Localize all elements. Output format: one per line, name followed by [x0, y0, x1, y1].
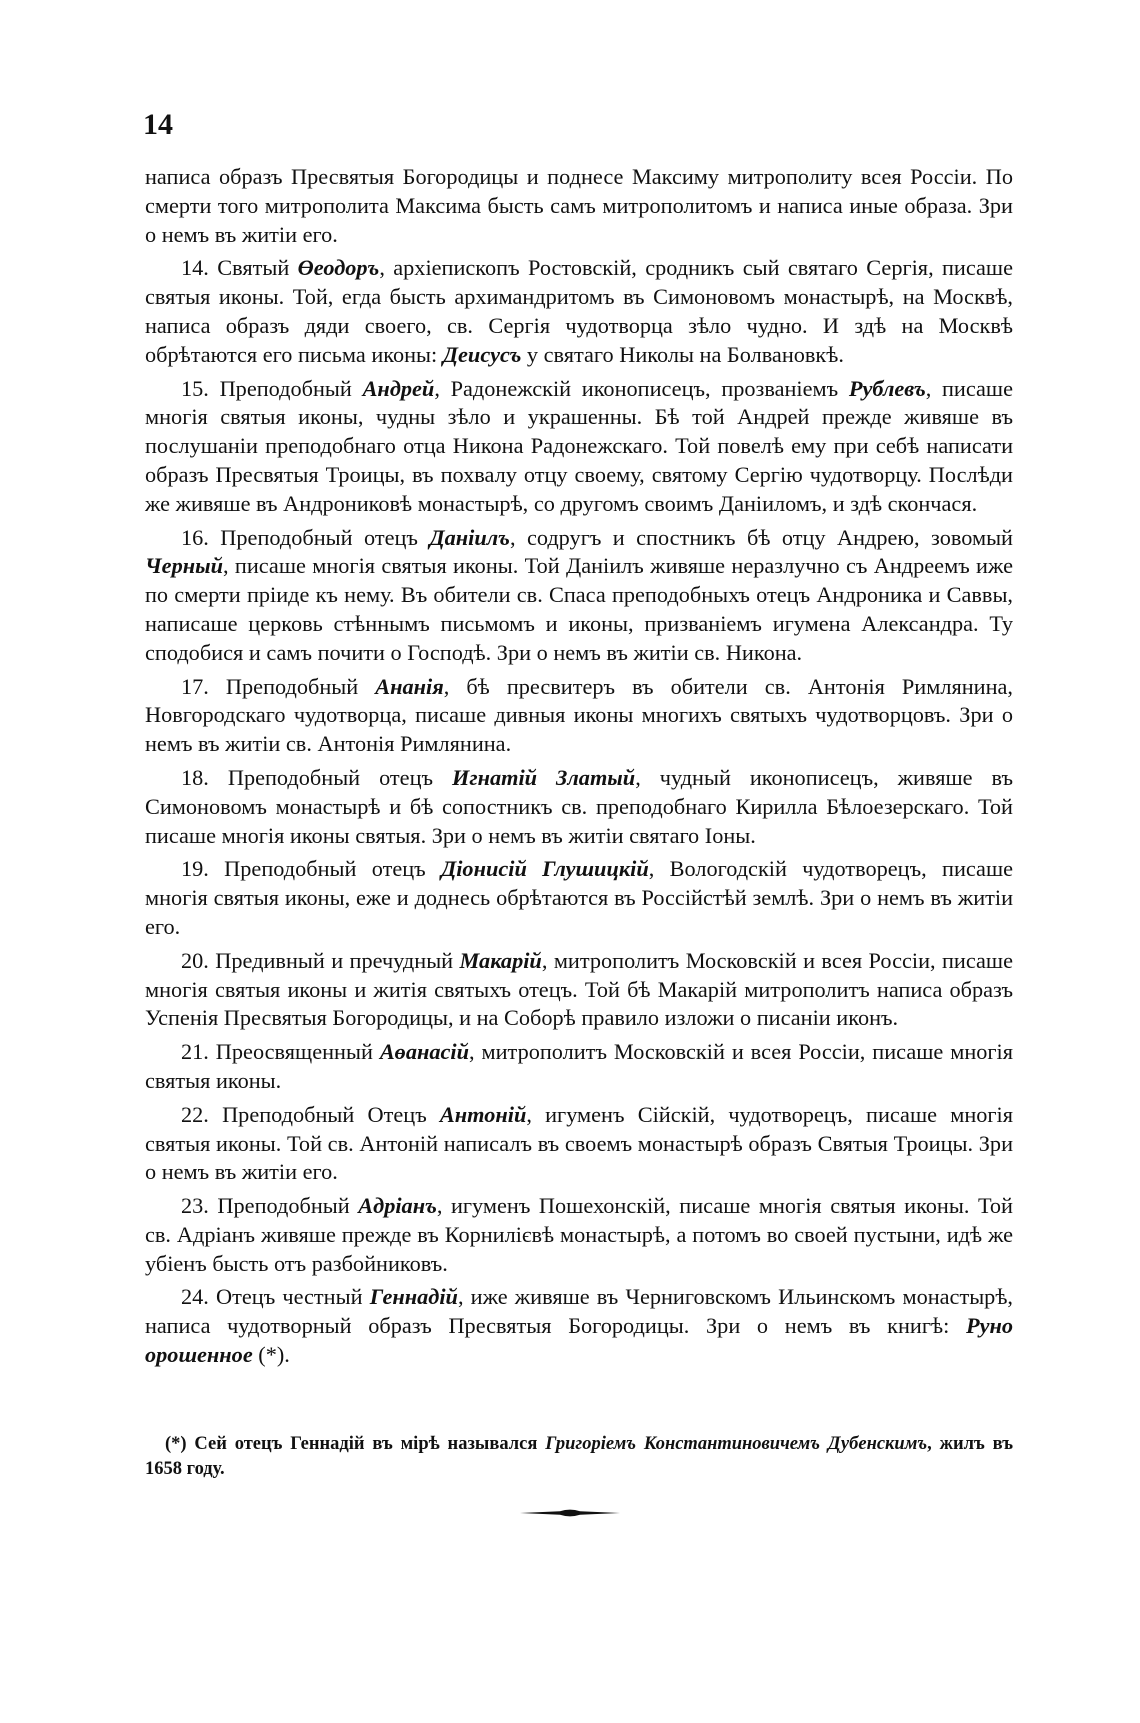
entry-text: Преподобный отецъ: [208, 856, 441, 882]
entry-name: Макарій: [459, 947, 542, 973]
entry-number: 19.: [181, 856, 209, 882]
entry-number: 20.: [181, 947, 209, 973]
entry-text: , писаше многія святыя иконы. Той Даніилъ живяше неразлучно съ Андреемъ иже по смерти пріиде къ нему. Въ обители св. Спаса преподобныхъ отецъ Андроника и Саввы, написаше церковь стѣннымъ письмомъ и иконы, призваніемъ игумена Александра. Ту сподобися и самъ почити о Господѣ. Зри о немъ въ житіи св. Никона.: [145, 553, 1013, 665]
entry-number: 17.: [181, 673, 209, 699]
entry-name: Даніилъ: [429, 524, 510, 550]
footnote-text: Сей отецъ Геннадій въ мірѣ назывался: [186, 1434, 546, 1454]
entry-paragraph-24: [145, 1283, 1013, 1369]
entry-text: , игуменъ Пошехонскій, писаше многія святыя иконы. Той св. Адріанъ живяше прежде въ Корнилієвѣ монастырѣ, а потомъ во своей пустыни, идѣ же убіенъ бысть отъ разбойниковъ.: [145, 1193, 1013, 1276]
entry-text: Святый: [208, 255, 298, 281]
entry-name: Антоній: [439, 1101, 527, 1127]
entry-name-secondary: Руно орошенное: [145, 1313, 1013, 1368]
entry-paragraph-16: [145, 524, 1013, 668]
entry-text: Преподобный: [208, 673, 376, 699]
main-text: [145, 163, 1013, 1375]
entry-paragraph-21: [145, 1038, 1013, 1096]
entry-text: Преподобный: [208, 375, 363, 401]
entry-paragraph-15: [145, 375, 1013, 519]
entry-name: Діонисій Глушицкій: [441, 856, 649, 882]
entry-paragraph-23: [145, 1192, 1013, 1278]
entry-paragraph-18: [145, 764, 1013, 850]
entry-text: , содругъ и спостникъ бѣ отцу Андрею, зовомый: [509, 524, 1013, 550]
page-number: 14: [143, 108, 173, 141]
entry-name: Өеодоръ: [297, 255, 380, 281]
entry-number: 15.: [181, 375, 209, 401]
entry-name: Андрей: [362, 375, 435, 401]
footnote-name: Григоріемъ Константиновичемъ Дубенскимъ: [545, 1434, 928, 1454]
entry-text: Предивный и пречудный: [208, 947, 460, 973]
entry-text: , иже живяше въ Черниговскомъ Ильинскомъ монастырѣ, написа чудотворный образъ Пресвятыя Богородицы. Зри о немъ въ книгѣ:: [145, 1284, 1013, 1339]
entry-number: 23.: [181, 1193, 209, 1219]
entry-number: 21.: [181, 1039, 209, 1065]
entry-name: Аөанасій: [379, 1039, 470, 1065]
entry-text: у святаго Николы на Болвановкѣ.: [521, 341, 844, 367]
entry-paragraph-17: [145, 673, 1013, 759]
entry-paragraph-19: [145, 855, 1013, 941]
footnote-mark: (*): [165, 1434, 187, 1454]
entry-paragraph-22: [145, 1101, 1013, 1187]
entry-number: 18.: [181, 764, 209, 790]
entry-number: 22.: [181, 1101, 209, 1127]
entry-name: Геннадій: [369, 1284, 458, 1310]
entry-paragraph-14: [145, 254, 1013, 369]
footnote: [145, 1432, 1013, 1482]
entry-text: , Радонежскій иконописецъ, прозваніемъ: [434, 375, 849, 401]
entry-name: Игнатій Златый: [452, 764, 636, 790]
entry-text: , митрополитъ Московскій и всея Россіи, писаше многія святыя иконы.: [145, 1039, 1013, 1093]
entry-name-secondary: Рублевъ: [848, 375, 926, 401]
entry-text: , Вологодскій чудотворецъ, писаше многія святыя иконы, еже и доднесь обрѣтаются въ Россійстѣй землѣ. Зри о немъ въ житіи его.: [145, 856, 1014, 939]
entry-text: , бѣ пресвитеръ въ обители св. Антонія Римлянина, Новгородскаго чудотворца, писаше дивныя иконы многихъ святыхъ чудотворцовъ. Зри о немъ въ житіи св. Антонія Римлянина.: [145, 673, 1013, 757]
entry-text: Преподобный Отецъ: [208, 1101, 440, 1127]
entry-text: , митрополитъ Московскій и всея Россіи, писаше многія святыя иконы и житія святыхъ отецъ. Той бѣ Макарій митрополитъ написа образъ Успенія Пресвятыя Богородицы, и на Соборѣ правило изложи о писаніи иконъ.: [145, 947, 1013, 1031]
entry-text: Преосвященный: [208, 1039, 380, 1065]
entry-name-secondary: Деисусъ: [442, 341, 522, 367]
entry-number: 24.: [181, 1284, 209, 1310]
entry-number: 16.: [181, 524, 209, 550]
entry-name: Ананія: [375, 673, 444, 699]
entry-text: , игуменъ Сійскій, чудотворецъ, писаше многія святыя иконы. Той св. Антоній написалъ въ своемъ монастырѣ образъ Святыя Троицы. Зри о немъ въ житіи его.: [145, 1101, 1013, 1185]
end-ornament-icon: [520, 1508, 620, 1518]
entry-name-secondary: Черный: [145, 553, 223, 579]
entry-name: Адріанъ: [358, 1193, 437, 1219]
entry-text: , архіепископъ Ростовскій, сродникъ сый святаго Сергія, писаше святыя иконы. Той, егда бысть архимандритомъ въ Симоновомъ монастырѣ, на Москвѣ, написа образъ дяди своего, св. Сергія чудотворца зѣло чудно. И здѣ на Москвѣ обрѣтаются его письма иконы:: [145, 255, 1013, 367]
entry-number: 14.: [181, 255, 209, 281]
entry-text: Отецъ честный: [208, 1284, 370, 1310]
entry-text: Преподобный отецъ: [208, 524, 430, 550]
entry-text: (*).: [252, 1342, 290, 1368]
entry-text: Преподобный: [208, 1193, 359, 1219]
entry-text: , чудный иконописецъ, живяше въ Симоновомъ монастырѣ и бѣ сопостникъ св. преподобнаго Кирилла Бѣлоезерскаго. Той писаше многія иконы святыя. Зри о немъ въ житіи святаго Іоны.: [145, 764, 1014, 848]
entry-text: , писаше многія святыя иконы, чудны зѣло и украшенны. Бѣ той Андрей прежде живяше въ послушаніи преподобнаго отца Никона Радонежскаго. Той повелѣ ему при себѣ написати образъ Пресвятыя Троицы, въ похвалу отцу своему, святому Сергію чудотворцу. Послѣди же живяше въ Андрониковѣ монастырѣ, со другомъ своимъ Даніиломъ, и здѣ скончася.: [145, 375, 1013, 516]
footnote-text: , жилъ въ 1658 году.: [145, 1434, 1013, 1479]
entry-paragraph-20: [145, 947, 1013, 1033]
intro-paragraph: написа образъ Пресвятыя Богородицы и поднесе Максиму митрополиту всея Россіи. По смерти того митрополита Максима бысть самъ митрополитомъ и написа иные образа. Зри о немъ въ житіи его.: [145, 164, 1013, 247]
entry-text: Преподобный отецъ: [208, 764, 453, 790]
